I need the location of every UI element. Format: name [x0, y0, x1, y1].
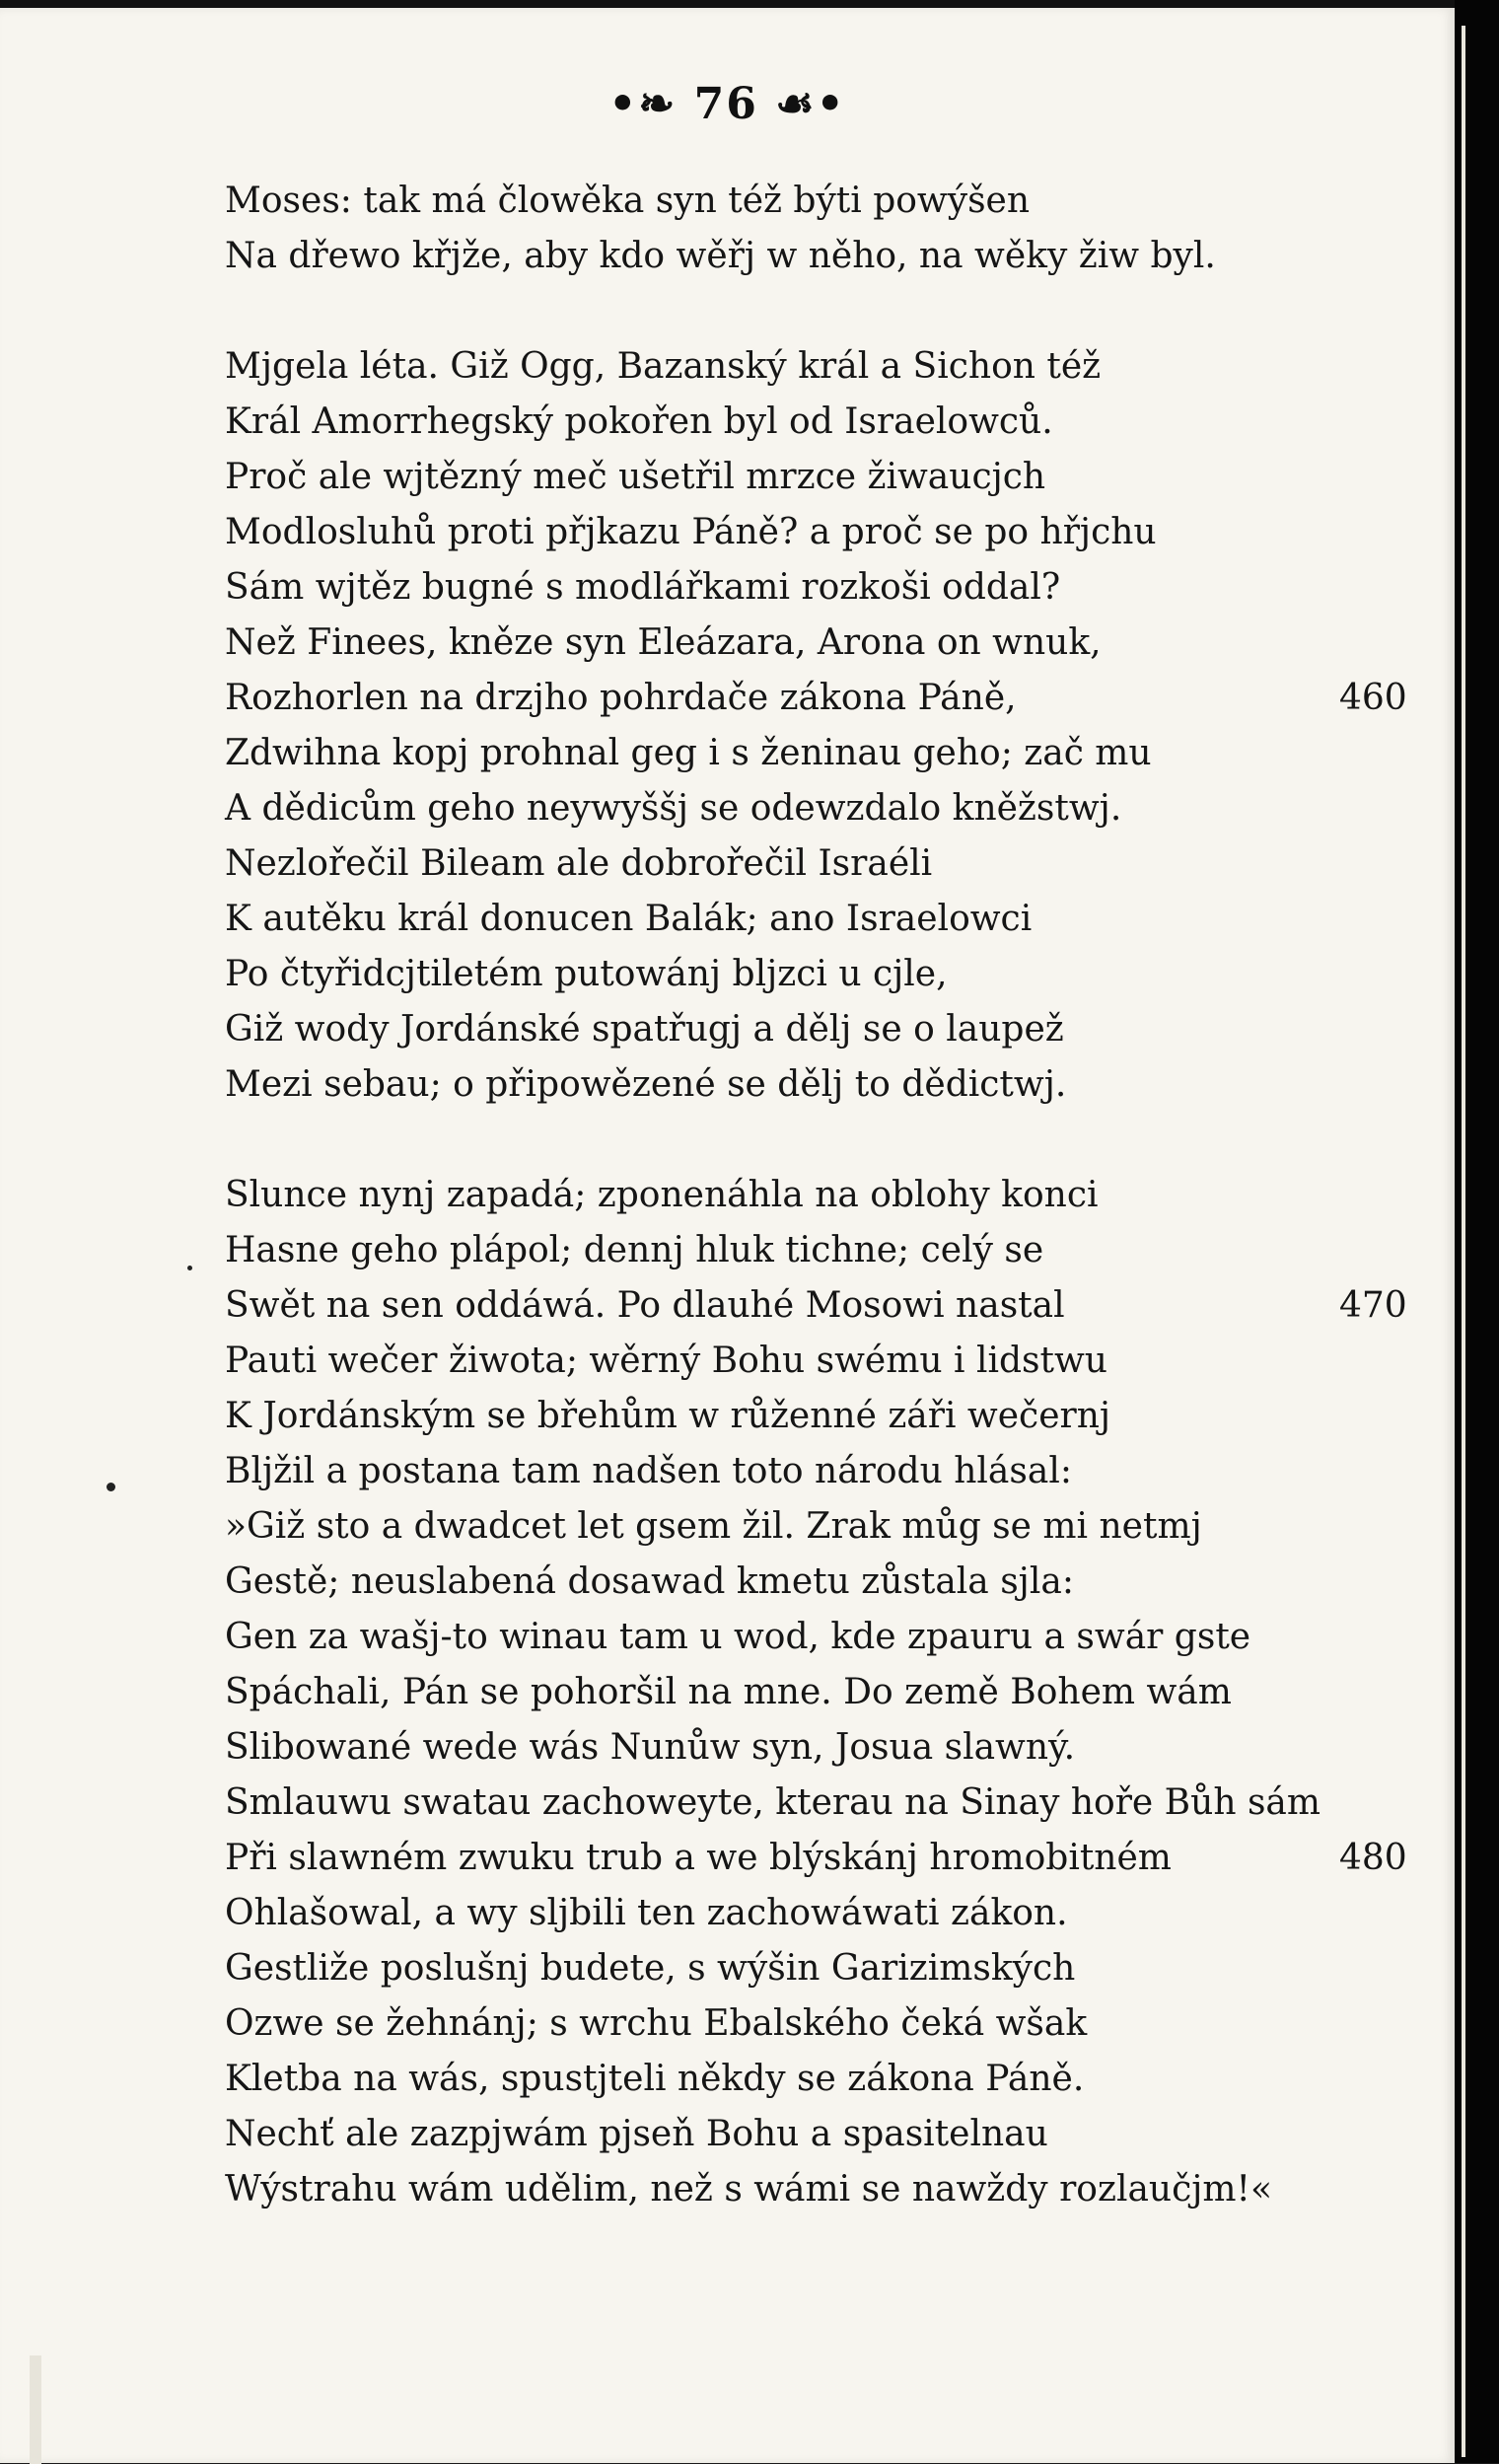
adjacent-page-edge — [1462, 26, 1465, 2457]
verse-line — [225, 560, 1408, 616]
ornament-left-icon: •❧ — [608, 79, 694, 129]
verse-line-text: Swět na sen oddáwá. Po dlauhé Mosowi nastal — [225, 1285, 1065, 1326]
verse-line — [225, 450, 1408, 505]
verse-line — [225, 1941, 1408, 1996]
stanza — [225, 1168, 1408, 2217]
verse-line-text: Při slawném zwuku trub a we blýskánj hromobitném — [225, 1838, 1172, 1878]
stanza — [225, 339, 1408, 1113]
verse-line-text: »Giž sto a dwadcet let gsem žil. Zrak můg se mi netmj — [225, 1506, 1202, 1547]
verse-line-text: Ohlašowal, a wy sljbili ten zachowáwati zákon. — [225, 1893, 1068, 1933]
verse-line-text: Proč ale wjtězný meč ušetřil mrzce žiwaucjch — [225, 457, 1046, 497]
verse-line-text: Modlosluhů proti přjkazu Páně? a proč se po hřjchu — [225, 512, 1157, 552]
verse-line-text: Mjgela léta. Giž Ogg, Bazanský král a Sichon též — [225, 346, 1102, 387]
verse-line-text: Nezlořečil Bileam ale dobrořečil Israéli — [225, 843, 933, 884]
verse-line — [225, 1168, 1408, 1223]
verse-line — [225, 1610, 1408, 1665]
verse-line — [225, 1720, 1408, 1776]
verse-line — [225, 671, 1408, 726]
verse-line-text: Mezi sebau; o připowězené se dělj to dědictwj. — [225, 1064, 1067, 1105]
verse-line-text: Pauti wečer žiwota; wěrný Bohu swému i lidstwu — [225, 1341, 1107, 1381]
verse-line-text: Na dřewo křjže, aby kdo wěřj w něho, na wěky žiw byl. — [225, 236, 1216, 276]
verse-line-text: Slunce nynj zapadá; zponenáhla na oblohy konci — [225, 1175, 1099, 1215]
verse-line-text: Giž wody Jordánské spatřugj a dělj se o laupež — [225, 1009, 1064, 1050]
page-number-value: 76 — [693, 79, 758, 129]
verse-line-text: A dědicům geho neywyššj se odewzdalo kněžstwj. — [225, 788, 1122, 829]
verse-line-text: Gen za wašj-to winau tam u wod, kde zpauru a swár gste — [225, 1617, 1251, 1657]
verse-line-text: Hasne geho plápol; dennj hluk tichne; celý se — [225, 1230, 1044, 1270]
poem-text — [225, 174, 1408, 2217]
line-number: 480 — [1339, 1838, 1407, 1878]
book-page — [0, 8, 1455, 2463]
verse-line — [225, 1831, 1408, 1886]
verse-line — [225, 505, 1408, 560]
margin-dot-mark — [107, 1483, 115, 1491]
verse-line — [225, 1776, 1408, 1831]
verse-line-text: Rozhorlen na drzjho pohrdače zákona Páně, — [225, 678, 1017, 718]
verse-line — [225, 892, 1408, 947]
verse-line — [225, 2107, 1408, 2162]
verse-line — [225, 1886, 1408, 1941]
verse-line-text: Sám wjtěz bugné s modlářkami rozkoši oddal? — [225, 567, 1061, 608]
verse-line — [225, 339, 1408, 395]
verse-line-text: Wýstrahu wám udělim, než s wámi se nawždy rozlaučjm!« — [225, 2169, 1273, 2210]
verse-line-text: Bljžil a postana tam nadšen toto národu hlásal: — [225, 1451, 1072, 1491]
verse-line — [225, 616, 1408, 671]
verse-line — [225, 1389, 1408, 1444]
verse-line-text: Než Finees, kněze syn Eleázara, Arona on wnuk, — [225, 622, 1102, 663]
verse-line — [225, 1555, 1408, 1610]
verse-line — [225, 2052, 1408, 2107]
verse-line — [225, 229, 1408, 284]
verse-line — [225, 1278, 1408, 1334]
verse-line-text: Nechť ale zazpjwám pjseň Bohu a spasitelnau — [225, 2114, 1048, 2154]
verse-line — [225, 1499, 1408, 1555]
verse-line — [225, 1057, 1408, 1113]
verse-line — [225, 726, 1408, 781]
line-number: 460 — [1339, 678, 1407, 718]
verse-line — [225, 1665, 1408, 1720]
verse-line-text: Slibowané wede wás Nunůw syn, Josua slawný. — [225, 1727, 1076, 1768]
page-number — [0, 79, 1455, 129]
verse-line-text: Zdwihna kopj prohnal geg i s ženinau geho; zač mu — [225, 733, 1152, 773]
verse-line — [225, 395, 1408, 450]
verse-line-text: K Jordánským se břehům w růženné záři wečernj — [225, 1396, 1111, 1436]
stanza — [225, 174, 1408, 284]
verse-line-text: Moses: tak má člowěka syn též býti powýšen — [225, 181, 1031, 221]
verse-line-text: Smlauwu swatau zachoweyte, kterau na Sinay hoře Bůh sám — [225, 1782, 1321, 1823]
verse-line-text: Gestliže poslušnj budete, s wýšin Garizimských — [225, 1948, 1076, 1989]
verse-line — [225, 1223, 1408, 1278]
verse-line — [225, 1334, 1408, 1389]
ornament-right-icon: ☙• — [757, 79, 846, 129]
verse-line — [225, 1444, 1408, 1499]
verse-line — [225, 2162, 1408, 2217]
verse-line-text: Král Amorrhegský pokořen byl od Israelowců. — [225, 401, 1053, 442]
margin-speck-mark — [187, 1266, 192, 1270]
verse-line — [225, 836, 1408, 892]
verse-line-text: Gestě; neuslabená dosawad kmetu zůstala sjla: — [225, 1561, 1074, 1602]
verse-line — [225, 781, 1408, 836]
verse-line-text: Po čtyřidcjtiletém putowánj bljzci u cjle, — [225, 954, 948, 994]
verse-line — [225, 174, 1408, 229]
verse-line-text: K autěku král donucen Balák; ano Israelowci — [225, 899, 1033, 939]
verse-line — [225, 947, 1408, 1002]
verse-line-text: Kletba na wás, spustjteli někdy se zákona Páně. — [225, 2059, 1085, 2099]
verse-line — [225, 1002, 1408, 1057]
verse-line — [225, 1996, 1408, 2052]
verse-line-text: Ozwe se žehnánj; s wrchu Ebalského čeká wšak — [225, 2003, 1088, 2044]
verse-line-text: Spáchali, Pán se pohoršil na mne. Do země Bohem wám — [225, 1672, 1232, 1712]
page-edge-shadow — [30, 2355, 41, 2464]
line-number: 470 — [1339, 1285, 1407, 1326]
